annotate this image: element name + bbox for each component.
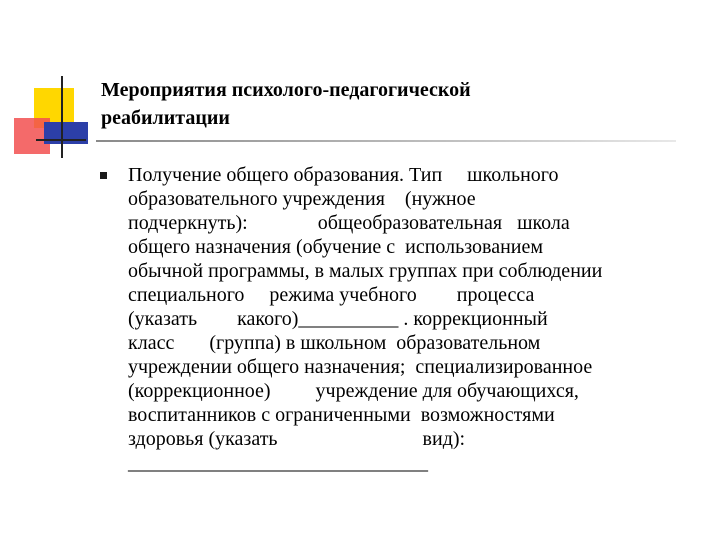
bullet-text xyxy=(128,163,700,475)
bullet-line: ______________________________ xyxy=(128,452,428,474)
bullet-line: класс (группа) в школьном образовательном xyxy=(128,332,541,354)
title-divider xyxy=(96,140,676,142)
bullet-line: образовательного учреждения (нужное xyxy=(128,188,476,210)
square-bullet-icon xyxy=(100,172,107,179)
bullet-line: учреждении общего назначения; специализированное xyxy=(128,356,593,378)
horizontal-line-decoration xyxy=(36,139,86,141)
bullet-line: подчеркнуть): общеобразовательная школа xyxy=(128,212,570,234)
bullet-line: воспитанников с ограниченными возможностями xyxy=(128,404,555,426)
bullet-line: здоровья (указать вид): xyxy=(128,428,466,450)
bullet-line: (коррекционное) учреждение для обучающихся, xyxy=(128,380,579,402)
title-line-1: Мероприятия психолого-педагогической xyxy=(101,79,471,101)
bullet-line: (указать какого)__________ . коррекционный xyxy=(128,308,548,330)
bullet-line: специального режима учебного процесса xyxy=(128,284,535,306)
bullet-line: Получение общего образования. Тип школьного xyxy=(128,164,559,186)
bullet-line: обычной программы, в малых группах при соблюдении xyxy=(128,260,603,282)
vertical-line-decoration xyxy=(61,76,63,158)
slide-title xyxy=(101,76,661,132)
bullet-line: общего назначения (обучение с использованием xyxy=(128,236,544,258)
title-line-2: реабилитации xyxy=(101,107,230,129)
